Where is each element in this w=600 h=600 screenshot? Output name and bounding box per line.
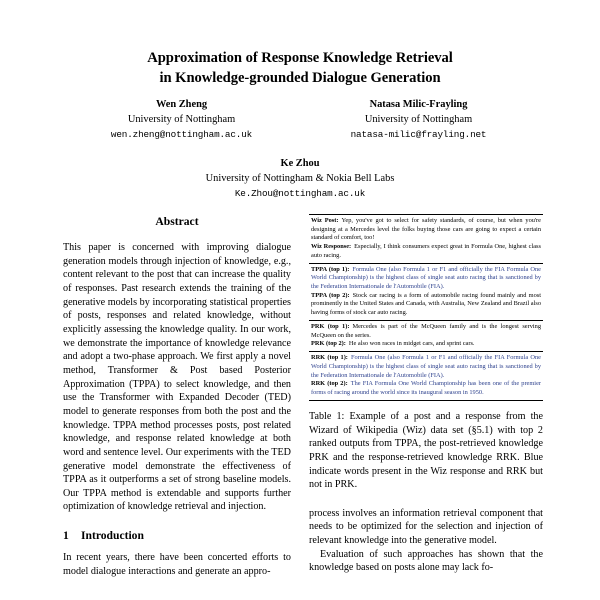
title-block — [60, 48, 540, 88]
introduction-paragraph: In recent years, there have been concerted efforts to model dialogue interactions and generate an appro- — [63, 552, 291, 577]
author-block — [60, 98, 540, 201]
page-title — [60, 48, 540, 88]
author-affiliation: University of Nottingham & Nokia Bell Labs — [205, 173, 395, 185]
author-affiliation: University of Nottingham — [127, 113, 236, 125]
table-row-label: Wiz Post: — [311, 217, 339, 224]
table-row-label: TPPA (top 1): — [311, 265, 350, 273]
table-row-label: PRK (top 1): — [311, 322, 350, 330]
table-row-label: RRK (top 2): — [311, 380, 348, 388]
section-number: 1 — [63, 529, 69, 543]
author-email[interactable]: natasa-milic@frayling.net — [350, 128, 487, 140]
author-name: Ke Zhou — [280, 158, 320, 170]
abstract-heading: Abstract — [155, 215, 199, 228]
table-row-text: Mercedes is part of the McQueen family and is the longest serving McQueen on the series. — [311, 322, 541, 339]
table-row — [311, 340, 541, 349]
table-caption: Table 1: Example of a post and a response from the Wizard of Wikipedia (Wiz) data set (§5.1) with top 2 ranked outputs from TPPA, the post-retrieved knowledge PRK and the response-retrieved knowledge RRK. Blue indicate words present in the Wiz response and RRK but not in PRK. — [309, 410, 543, 491]
table-row-label: PRK (top 2): — [311, 340, 346, 348]
title-line-2: in Knowledge-grounded Dialogue Generation — [159, 70, 441, 87]
table-row — [311, 323, 541, 340]
table-row-text: Formula One (also Formula 1 or F1 and officially the FIA Formula One World Championship) is the highest class of single seat auto racing that is sanctioned by the Federation Internationale de l'Automobile (FIA). — [311, 265, 541, 290]
table-row-label: TPPA (top 2): — [311, 291, 350, 299]
table-row-text: The FIA Formula One World Championship has been one of the premier forms of racing around the world since its inaugural season in 1950. — [311, 380, 541, 396]
table-row-label: Wiz Response: — [311, 242, 352, 250]
title-line-1: Approximation of Response Knowledge Retrieval — [147, 50, 453, 66]
author-entry-1 — [74, 98, 289, 141]
author-entry-2 — [311, 98, 526, 141]
author-entry-3 — [60, 157, 540, 200]
table-row-label: RRK (top 1): — [311, 354, 348, 362]
abstract-text: This paper is concerned with improving dialogue generation models through injection of knowledge, e.g., content relevant to the post that can increase the quality of responses. Past research extends the training of the generative models by incorporating statistical properties of posts, responses and related knowledge, without explicitly assessing the knowledge quality. In our work, we demonstrate the importance of knowledge relevance and adopt a two-phase approach. We first apply a novel method, Transformer & Post based Posterior Approximation (TPPA) to select knowledge, and then use the Transformer with Expanded Decoder (TED) model to generate responses from both the post and the knowledge. TPPA method processes posts, post related knowledge, and response related knowledge at both word and sentence level. Our experiments with the TED generative model demonstrate the effectiveness of TPPA as it outperforms a set of strong baseline models. Our TPPA method is extendable and supports further optimization of knowledge retrieval and injection. — [63, 242, 291, 513]
right-column — [309, 214, 543, 575]
table-block-prk — [309, 321, 543, 352]
table-1 — [309, 214, 543, 401]
author-row-primary — [60, 98, 540, 141]
table-row-text: Formula One (also Formula 1 or F1 and officially the FIA Formula One World Championship) is the highest class of single seat auto racing that is sanctioned by the Federation Internationale de l'Automobile (FIA). — [311, 354, 541, 379]
author-name: Natasa Milic-Frayling — [369, 99, 468, 110]
table-block-rrk — [309, 352, 543, 400]
left-column — [63, 215, 291, 578]
author-email[interactable]: wen.zheng@nottingham.ac.uk — [110, 128, 253, 140]
section-title: Introduction — [81, 529, 144, 543]
table-row — [311, 243, 541, 260]
table-row — [311, 292, 541, 318]
table-row — [311, 217, 541, 243]
table-block-wiz — [309, 215, 543, 264]
table-row — [311, 380, 541, 397]
table-row-text: Yep, you've got to select for safety standards, of course, but when you're designing at a Mercedes level the folks buying those cars are going to expect a certain standard of comfort, too! — [311, 217, 541, 242]
section-heading-introduction — [63, 529, 291, 542]
author-email[interactable]: Ke.Zhou@nottingham.ac.uk — [234, 188, 366, 199]
table-row — [311, 266, 541, 292]
author-name: Wen Zheng — [155, 99, 208, 110]
table-row-text: He also won races in midget cars, and sprint cars. — [348, 340, 475, 348]
table-row — [311, 354, 541, 380]
table-row-text: Stock car racing is a form of automobile racing found mainly and most prominently in the United States and Canada, with Australia, New Zealand and Brazil also having forms of stock car auto racing. — [311, 291, 541, 316]
table-block-tppa — [309, 264, 543, 321]
author-affiliation: University of Nottingham — [364, 113, 473, 125]
right-paragraph-continuation: process involves an information retrieval component that needs to be optimized for the selection and injection of relevant knowledge into the generative model. — [309, 507, 543, 547]
right-paragraph-next: Evaluation of such approaches has shown that the knowledge based on posts alone may lack fo- — [309, 548, 543, 574]
table-row-text: Especially, I think consumers expect great in Formula One, highest class auto racing. — [311, 242, 541, 259]
